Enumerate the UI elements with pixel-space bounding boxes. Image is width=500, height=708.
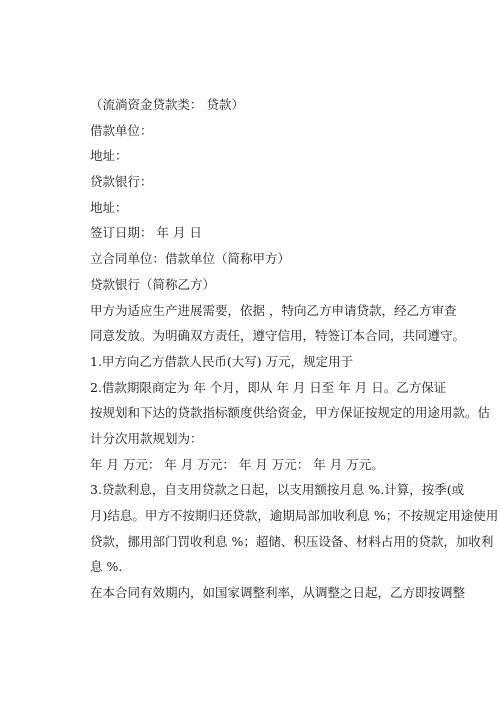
clause-3-line-4: 息 %. <box>90 559 123 575</box>
clause-3-line-1: 3.贷款利息，自支用贷款之日起，以支用额按月息 %.计算，按季(或 <box>90 482 465 498</box>
clause-3-line-2: 月)结息。甲方不按期归还贷款，逾期局部加收利息 %；不按规定用途使用 <box>90 508 499 523</box>
contract-text <box>90 92 499 606</box>
clause-2-line-2: 按规划和下达的贷款指标额度供给资金，甲方保证按规定的用途用款。估 <box>90 405 491 421</box>
preamble-line-1: 甲方为适应生产进展需要，依据 ，特向乙方申请贷款，经乙方审查 <box>90 302 457 318</box>
clause-1-line: 1.甲方向乙方借款人民币(大写) 万元，规定用于 <box>90 353 354 369</box>
clause-3-line-3: 贷款，挪用部门罚收利息 %；超储、积压设备、材料占用的贷款，加收利 <box>90 533 494 549</box>
lending-bank-line: 贷款银行： <box>90 174 153 190</box>
party-b-line: 贷款银行（简称乙方） <box>90 276 216 292</box>
borrower-line: 借款单位： <box>90 122 153 138</box>
borrower-address-line: 地址： <box>90 148 128 164</box>
clause-2-line-1: 2.借款期限商定为 年 个月，即从 年 月 日至 年 月 日。乙方保证 <box>90 379 447 395</box>
party-a-line: 立合同单位：借款单位（简称甲方） <box>90 251 291 267</box>
loan-type-line: （流淌资金贷款类： 贷款） <box>90 97 244 112</box>
rate-adjustment-line: 在本合同有效期内，如国家调整利率，从调整之日起，乙方即按调整 <box>90 585 466 601</box>
clause-2-line-3: 计分次用款规划为： <box>90 430 203 446</box>
signing-date-line: 签订日期： 年 月 日 <box>90 225 202 241</box>
preamble-line-2: 同意发放。为明确双方责任，遵守信用，特签订本合同，共同遵守。 <box>90 328 466 344</box>
bank-address-line: 地址： <box>90 199 128 215</box>
disbursement-schedule-line: 年 月 万元： 年 月 万元： 年 月 万元： 年 月 万元。 <box>90 456 384 472</box>
